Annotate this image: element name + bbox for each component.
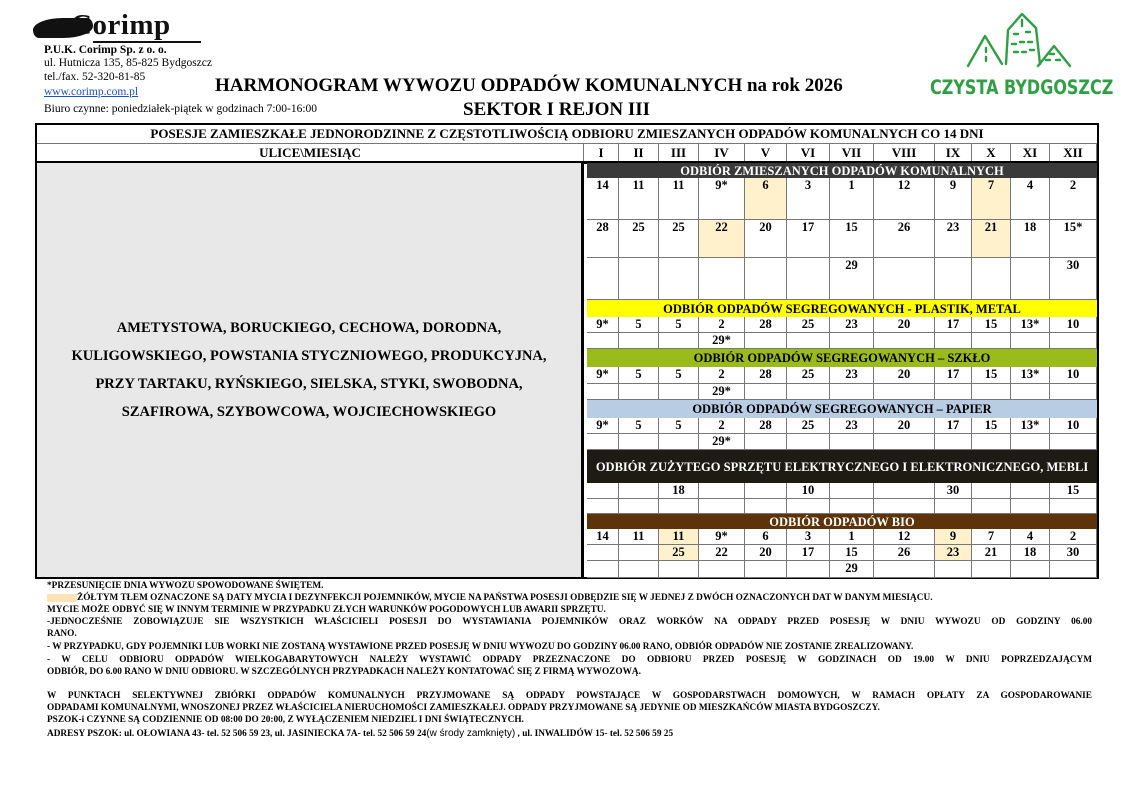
pszok-address-b: , ul. INWALIDÓW 15- tel. 52 506 59 25: [515, 729, 674, 739]
date-cell: [587, 561, 619, 578]
date-cell: 30: [1050, 545, 1097, 561]
note-wash-text: ŻÓŁTYM TŁEM OZNACZONE SĄ DATY MYCIA I DEZYNFEKCJI POJEMNIKÓW, MYCIE NA PAŃSTWA POSESJI ODBĘDZIE SIĘ W JEDNEJ Z DWÓCH OZNACZONYCH DAT W DANYM MIESIĄCU.: [77, 593, 933, 603]
date-cell: [619, 258, 659, 300]
date-cell: 17: [935, 317, 972, 333]
streets-month-header: ULICE\MIESIĄC: [37, 144, 584, 162]
date-cell: [745, 434, 787, 450]
date-cell: [874, 561, 935, 578]
section-title: ODBIÓR ZUŻYTEGO SPRZĘTU ELEKTRYCZNEGO I ELEKTRONICZNEGO, MEBLI: [587, 450, 1097, 483]
month-header-IX: IX: [935, 144, 972, 162]
street-line: SZAFIROWA, SZYBOWCOWA, WOJCIECHOWSKIEGO: [121, 404, 497, 420]
date-cell: 7: [972, 529, 1011, 545]
date-cell: [830, 384, 874, 400]
date-cell: 25: [659, 545, 699, 561]
highlight-swatch: [47, 594, 77, 602]
date-cell: [1011, 499, 1050, 514]
date-cell: 9*: [699, 529, 745, 545]
date-cell: 5: [659, 367, 699, 384]
date-cell: 11: [659, 178, 699, 220]
date-cell: 10: [1050, 418, 1097, 434]
date-cell: 15: [830, 545, 874, 561]
date-cell: 1: [830, 178, 874, 220]
month-header-VII: VII: [830, 144, 874, 162]
date-cell: 5: [659, 317, 699, 333]
month-header-row: [584, 144, 1097, 162]
date-cell: [935, 561, 972, 578]
date-cell: [745, 499, 787, 514]
month-header-VI: VI: [787, 144, 830, 162]
date-cell: [972, 384, 1011, 400]
date-cell: [1011, 384, 1050, 400]
date-cell: 5: [619, 418, 659, 434]
company-hours: Biuro czynne: poniedziałek-piątek w godzinach 7:00-16:00: [44, 103, 318, 115]
date-cell: 22: [699, 545, 745, 561]
date-cell: [619, 545, 659, 561]
date-cell: [745, 561, 787, 578]
date-cell: 11: [659, 529, 699, 545]
date-cell: [659, 258, 699, 300]
company-website-link[interactable]: www.corimp.com.pl: [44, 86, 139, 98]
date-cell: 20: [874, 418, 935, 434]
date-cell: 22: [699, 220, 745, 258]
date-cell: [787, 258, 830, 300]
section-title: ODBIÓR ODPADÓW SEGREGOWANYCH - PLASTIK, METAL: [587, 300, 1097, 317]
czysta-bydgoszcz-text: CZYSTA BYDGOSZCZ: [930, 76, 1114, 99]
date-cell: [1011, 434, 1050, 450]
date-cell: [874, 434, 935, 450]
date-cell: [659, 384, 699, 400]
section-title: ODBIÓR ODPADÓW BIO: [587, 514, 1097, 529]
date-cell: 15: [1050, 483, 1097, 499]
date-cell: [745, 333, 787, 349]
date-cell: [659, 561, 699, 578]
section-title: ODBIÓR ODPADÓW SEGREGOWANYCH – PAPIER: [587, 400, 1097, 418]
date-cell: [972, 561, 1011, 578]
street-line: PRZY TARTAKU, RYŃSKIEGO, SIELSKA, STYKI, SWOBODNA,: [95, 376, 523, 392]
date-cell: [1050, 499, 1097, 514]
date-cell: [659, 333, 699, 349]
section-title: ODBIÓR ZMIESZANYCH ODPADÓW KOMUNALNYCH: [587, 163, 1097, 178]
date-cell: [787, 499, 830, 514]
month-header-XI: XI: [1011, 144, 1050, 162]
date-cell: 18: [1011, 220, 1050, 258]
date-cell: 11: [619, 529, 659, 545]
date-cell: 25: [787, 317, 830, 333]
date-cell: [1050, 561, 1097, 578]
street-line: AMETYSTOWA, BORUCKIEGO, CECHOWA, DORODNA,: [116, 320, 502, 336]
date-cell: 23: [935, 220, 972, 258]
date-cell: 6: [745, 178, 787, 220]
month-header-III: III: [659, 144, 699, 162]
date-cell: 12: [874, 178, 935, 220]
date-cell: [1050, 434, 1097, 450]
month-header-I: I: [584, 144, 619, 162]
date-cell: [787, 333, 830, 349]
note-pszok-1: W PUNKTACH SELEKTYWNEJ ZBIÓRKI ODPADÓW KOMUNALNYCH PRZYJMOWANE SĄ ODPADY POWSTAJĄCE W GOSPODARSTWACH DOMOWYCH, W RAMACH OPŁATY ZA GOSPODAROWANIE: [47, 691, 1092, 701]
date-cell: [830, 483, 874, 499]
date-cell: 15: [972, 367, 1011, 384]
note-pszok-hours: PSZOK-i CZYNNE SĄ CODZIENNIE OD 08:00 DO 20:00, Z WYŁĄCZENIEM NIEDZIEL I DNI ŚWIĄTECZNYCH.: [47, 715, 524, 725]
date-cell: [830, 434, 874, 450]
date-cell: [745, 258, 787, 300]
date-cell: 15: [972, 317, 1011, 333]
date-cell: [699, 561, 745, 578]
date-cell: [830, 333, 874, 349]
date-cell: 14: [587, 178, 619, 220]
date-cell: 3: [787, 529, 830, 545]
date-cell: [619, 333, 659, 349]
pszok-closed-note: (w środy zamknięty): [426, 728, 516, 739]
note-wash: [47, 592, 1092, 605]
date-cell: 20: [874, 317, 935, 333]
streets-list: [37, 163, 584, 577]
date-cell: 15: [830, 220, 874, 258]
houses-icon: [930, 10, 1112, 76]
date-cell: [745, 384, 787, 400]
date-cell: 29: [830, 561, 874, 578]
date-cell: 2: [699, 317, 745, 333]
date-cell: 9*: [587, 367, 619, 384]
date-cell: 28: [587, 220, 619, 258]
date-cell: [659, 434, 699, 450]
company-address: ul. Hutnicza 135, 85-825 Bydgoszcz: [44, 57, 212, 69]
note-pszok-2: ODPADAMI KOMUNALNYMI, WNOSZONEJ PRZEZ WŁAŚCICIELA NIERUCHOMOŚCI ZAMIESZKAŁEJ. ODPADY PRZYJMOWANE SĄ JEDYNIE OD MIESZKAŃCÓW MIASTA BYDGOSZCZY.: [47, 703, 880, 713]
date-cell: [1050, 384, 1097, 400]
date-cell: 9*: [587, 317, 619, 333]
date-cell: [935, 499, 972, 514]
date-cell: 5: [619, 367, 659, 384]
date-cell: 9*: [699, 178, 745, 220]
date-cell: [972, 499, 1011, 514]
date-cell: 2: [1050, 529, 1097, 545]
date-cell: [587, 545, 619, 561]
pszok-address-a: ADRESY PSZOK: ul. OŁOWIANA 43- tel. 52 506 59 23, ul. JASINIECKA 7A- tel. 52 506 59 24: [47, 729, 427, 739]
date-cell: 29*: [699, 434, 745, 450]
date-cell: [699, 483, 745, 499]
date-cell: 25: [787, 418, 830, 434]
corimp-logo: [33, 9, 173, 42]
date-cell: [787, 434, 830, 450]
month-header-V: V: [745, 144, 787, 162]
date-cell: [699, 258, 745, 300]
street-line: KULIGOWSKIEGO, POWSTANIA STYCZNIOWEGO, PRODUKCYJNA,: [71, 348, 547, 364]
date-cell: 26: [874, 545, 935, 561]
date-cell: [659, 499, 699, 514]
month-header-VIII: VIII: [874, 144, 935, 162]
note-pszok-addresses: [47, 728, 1092, 741]
date-cell: [972, 258, 1011, 300]
date-cell: 17: [935, 418, 972, 434]
date-cell: 2: [1050, 178, 1097, 220]
date-cell: 1: [830, 529, 874, 545]
date-cell: 5: [619, 317, 659, 333]
date-cell: [935, 258, 972, 300]
date-cell: 7: [972, 178, 1011, 220]
date-cell: 13*: [1011, 317, 1050, 333]
date-cell: 17: [935, 367, 972, 384]
date-cell: 9: [935, 178, 972, 220]
date-cell: 25: [619, 220, 659, 258]
note-obligation-2: RANO.: [47, 629, 77, 639]
date-cell: 23: [830, 418, 874, 434]
date-cell: [1011, 483, 1050, 499]
note-bulky-2: ODBIÓR, DO 6.00 RANO W DNIU ODBIORU. W SZCZEGÓLNYCH PRZYPADKACH NALEŻY KONTATOWAĆ SIĘ Z FIRMĄ WYWOZOWĄ.: [47, 667, 641, 677]
date-cell: [587, 434, 619, 450]
date-cell: 5: [659, 418, 699, 434]
date-cell: 10: [1050, 367, 1097, 384]
date-cell: [787, 561, 830, 578]
company-phone: tel./fax. 52-320-81-85: [44, 71, 146, 83]
date-cell: [1050, 333, 1097, 349]
note-obligation: -JEDNOCZEŚNIE ZOBOWIĄZUJE SIE WSZYSTKICH WŁAŚCICIELI POSESJI DO WYSTAWIANIA POJEMNIKÓW ORAZ WORKÓW NA ODPADY PRZED POSESJĘ W DNIU WYWOZU OD GODZINY 06.00: [47, 617, 1092, 627]
date-cell: 23: [935, 545, 972, 561]
date-cell: [935, 384, 972, 400]
date-cell: 21: [972, 545, 1011, 561]
date-cell: [874, 384, 935, 400]
date-cell: 25: [659, 220, 699, 258]
date-cell: 17: [787, 545, 830, 561]
company-name: P.U.K. Corimp Sp. z o. o.: [44, 44, 167, 56]
date-cell: 20: [874, 367, 935, 384]
date-cell: [1011, 258, 1050, 300]
date-cell: [587, 333, 619, 349]
date-cell: 29*: [699, 333, 745, 349]
date-cell: 15: [972, 418, 1011, 434]
date-cell: 30: [1050, 258, 1097, 300]
date-cell: 15*: [1050, 220, 1097, 258]
date-cell: [1011, 561, 1050, 578]
date-cell: 20: [745, 220, 787, 258]
note-holiday: *PRZESUNIĘCIE DNIA WYWOZU SPOWODOWANE ŚWIĘTEM.: [47, 581, 324, 591]
note-wash-2: MYCIE MOŻE ODBYĆ SIĘ W INNYM TERMINIE W PRZYPADKU ZŁYCH WARUNKÓW POGODOWYCH LUB AWARII SPRZĘTU.: [47, 605, 606, 615]
date-cell: 28: [745, 367, 787, 384]
date-cell: 4: [1011, 178, 1050, 220]
date-cell: 13*: [1011, 367, 1050, 384]
date-cell: [587, 258, 619, 300]
date-cell: 23: [830, 317, 874, 333]
czysta-bydgoszcz-logo: [930, 10, 1112, 102]
date-cell: 3: [787, 178, 830, 220]
date-cell: [619, 499, 659, 514]
logo-underline: [93, 41, 201, 43]
date-cell: [874, 483, 935, 499]
date-cell: [699, 499, 745, 514]
date-cell: [935, 434, 972, 450]
date-cell: 11: [619, 178, 659, 220]
date-cell: [972, 434, 1011, 450]
page-title: HARMONOGRAM WYWOZU ODPADÓW KOMUNALNYCH na rok 2026: [215, 75, 843, 96]
date-cell: [787, 384, 830, 400]
date-cell: [935, 333, 972, 349]
date-cell: 28: [745, 418, 787, 434]
section-title: ODBIÓR ODPADÓW SEGREGOWANYCH – SZKŁO: [587, 349, 1097, 367]
date-cell: 2: [699, 367, 745, 384]
date-cell: 23: [830, 367, 874, 384]
date-cell: 29*: [699, 384, 745, 400]
date-cell: [972, 333, 1011, 349]
date-cell: [619, 434, 659, 450]
date-cell: [972, 483, 1011, 499]
date-cell: 26: [874, 220, 935, 258]
date-cell: 2: [699, 418, 745, 434]
date-cell: 6: [745, 529, 787, 545]
date-cell: [619, 561, 659, 578]
date-cell: 10: [1050, 317, 1097, 333]
date-cell: 29: [830, 258, 874, 300]
month-header-II: II: [619, 144, 659, 162]
date-cell: 18: [659, 483, 699, 499]
date-cell: 21: [972, 220, 1011, 258]
date-cell: 28: [745, 317, 787, 333]
date-cell: 18: [1011, 545, 1050, 561]
date-cell: [1011, 333, 1050, 349]
date-cell: 13*: [1011, 418, 1050, 434]
date-cell: 17: [787, 220, 830, 258]
date-cell: 9*: [587, 418, 619, 434]
date-cell: [745, 483, 787, 499]
date-cell: 4: [1011, 529, 1050, 545]
date-cell: [619, 483, 659, 499]
date-cell: 30: [935, 483, 972, 499]
note-not-collected: - W PRZYPADKU, GDY POJEMNIKI LUB WORKI NIE ZOSTANĄ WYSTAWIONE PRZED POSESJĘ W DNIU WYWOZU DO GODZINY 06.00 RANO, ODBIÓR ODPADÓW NIE ZOSTANIE ZREALIZOWANY.: [47, 642, 914, 652]
sector-title: SEKTOR I REJON III: [463, 99, 651, 120]
date-cell: 12: [874, 529, 935, 545]
date-cell: 14: [587, 529, 619, 545]
date-cell: 10: [787, 483, 830, 499]
date-cell: 25: [787, 367, 830, 384]
table-caption: POSESJE ZAMIESZKAŁE JEDNORODZINNE Z CZĘSTOTLIWOŚCIĄ ODBIORU ZMIESZANYCH ODPADÓW KOMUNALNYCH CO 14 DNI: [37, 125, 1097, 144]
date-cell: [830, 499, 874, 514]
date-cell: [874, 333, 935, 349]
date-cell: [874, 258, 935, 300]
logo-text: Corimp: [71, 9, 171, 41]
date-cell: [587, 499, 619, 514]
date-cell: [587, 384, 619, 400]
date-cell: [587, 483, 619, 499]
date-cell: 9: [935, 529, 972, 545]
month-header-X: X: [972, 144, 1011, 162]
note-bulky: - W CELU ODBIORU ODPADÓW WIELKOGABARYTOWYCH NALEŻY WYSTAWIĆ ODPADY PRZEZNACZONE DO ODBIORU PRZED POSESJĘ W GODZINACH OD 19.00 W DNIU POPRZEDZAJĄCYM: [47, 655, 1092, 665]
date-cell: [874, 499, 935, 514]
month-header-XII: XII: [1050, 144, 1097, 162]
month-header-IV: IV: [699, 144, 745, 162]
date-cell: [619, 384, 659, 400]
date-cell: 20: [745, 545, 787, 561]
